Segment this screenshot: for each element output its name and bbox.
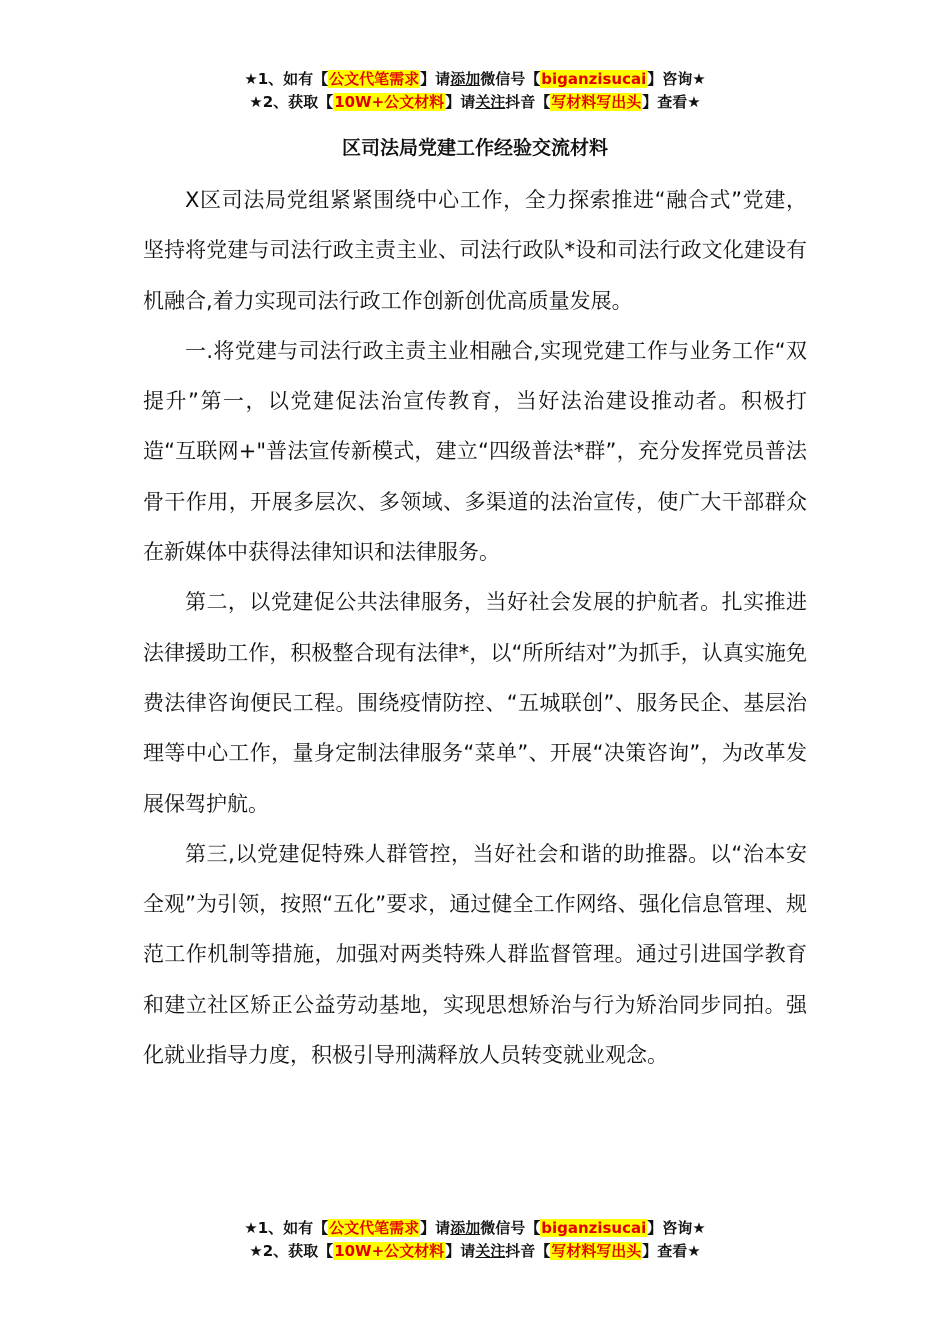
promo-emphasis-follow: 关注 bbox=[475, 1242, 506, 1260]
paragraph-section-3: 第三,以党建促特殊人群管控，当好社会和谐的助推器。以“治本安全观”为引领，按照“五化”要求，通过健全工作网络、强化信息管理、规范工作机制等措施，加强对两类特殊人群监督管理。通过引进国学教育和建立社区矫正公益劳动基地，实现思想矫治与行为矫治同步同拍。强化就业指导力度，积极引导刑满释放人员转变就业观念。 bbox=[143, 841, 807, 1068]
document-body bbox=[143, 175, 807, 1080]
promo-highlight-service: 公文代笔需求 bbox=[329, 70, 420, 88]
promo-highlight-materials: 10W+公文材料 bbox=[334, 1242, 445, 1260]
promo-line-2-mid: 】请 bbox=[445, 1242, 476, 1260]
promo-line-1-suffix: 】咨询★ bbox=[647, 1219, 706, 1237]
promo-emphasis-add: 添加 bbox=[450, 70, 481, 88]
promo-highlight-service: 公文代笔需求 bbox=[329, 1219, 420, 1237]
promo-highlight-wechat-id: biganzisucai bbox=[541, 70, 647, 88]
promo-emphasis-follow: 关注 bbox=[475, 93, 506, 111]
document-title: 区司法局党建工作经验交流材料 bbox=[341, 137, 608, 159]
paragraph-section-1: 一.将党建与司法行政主责主业相融合,实现党建工作与业务工作“双提升”第一，以党建促法治宣传教育，当好法治建设推动者。积极打造“互联网+"普法宣传新模式，建立“四级普法*群”，充分发挥党员普法骨干作用，开展多层次、多领域、多渠道的法治宣传，使广大干部群众在新媒体中获得法律知识和法律服务。 bbox=[143, 338, 807, 565]
promo-line-2-mid2: 抖音【 bbox=[505, 93, 551, 111]
promo-line-1-mid2: 微信号【 bbox=[480, 70, 541, 88]
promo-banner-bottom bbox=[0, 1217, 950, 1263]
promo-line-1 bbox=[0, 1217, 950, 1240]
promo-line-1-prefix: ★1、如有【 bbox=[244, 1219, 329, 1237]
promo-highlight-materials: 10W+公文材料 bbox=[334, 93, 445, 111]
promo-line-2-suffix: 】查看★ bbox=[642, 1242, 701, 1260]
promo-line-1-suffix: 】咨询★ bbox=[647, 70, 706, 88]
promo-line-2 bbox=[0, 1240, 950, 1263]
promo-line-1-mid2: 微信号【 bbox=[480, 1219, 541, 1237]
promo-line-2-mid2: 抖音【 bbox=[505, 1242, 551, 1260]
promo-highlight-douyin-id: 写材料写出头 bbox=[551, 93, 642, 111]
promo-line-2-mid: 】请 bbox=[445, 93, 476, 111]
promo-line-2 bbox=[0, 91, 950, 114]
promo-banner-top bbox=[0, 68, 950, 114]
promo-line-1 bbox=[0, 68, 950, 91]
promo-highlight-wechat-id: biganzisucai bbox=[541, 1219, 647, 1237]
paragraph-section-2: 第二，以党建促公共法律服务，当好社会发展的护航者。扎实推进法律援助工作，积极整合现有法律*，以“所所结对”为抓手，认真实施免费法律咨询便民工程。围绕疫情防控、“五城联创”、服务民企、基层治理等中心工作，量身定制法律服务“菜单”、开展“决策咨询”，为改革发展保驾护航。 bbox=[143, 590, 807, 816]
promo-line-1-prefix: ★1、如有【 bbox=[244, 70, 329, 88]
promo-line-2-prefix: ★2、获取【 bbox=[249, 1242, 334, 1260]
promo-line-1-mid: 】请 bbox=[420, 1219, 451, 1237]
promo-line-1-mid: 】请 bbox=[420, 70, 451, 88]
promo-highlight-douyin-id: 写材料写出头 bbox=[551, 1242, 642, 1260]
promo-line-2-prefix: ★2、获取【 bbox=[249, 93, 334, 111]
paragraph-intro: X区司法局党组紧紧围绕中心工作，全力探索推进“融合式”党建，坚持将党建与司法行政主责主业、司法行政队*设和司法行政文化建设有机融合,着力实现司法行政工作创新创优高质量发展。 bbox=[143, 188, 807, 313]
promo-emphasis-add: 添加 bbox=[450, 1219, 481, 1237]
promo-line-2-suffix: 】查看★ bbox=[642, 93, 701, 111]
